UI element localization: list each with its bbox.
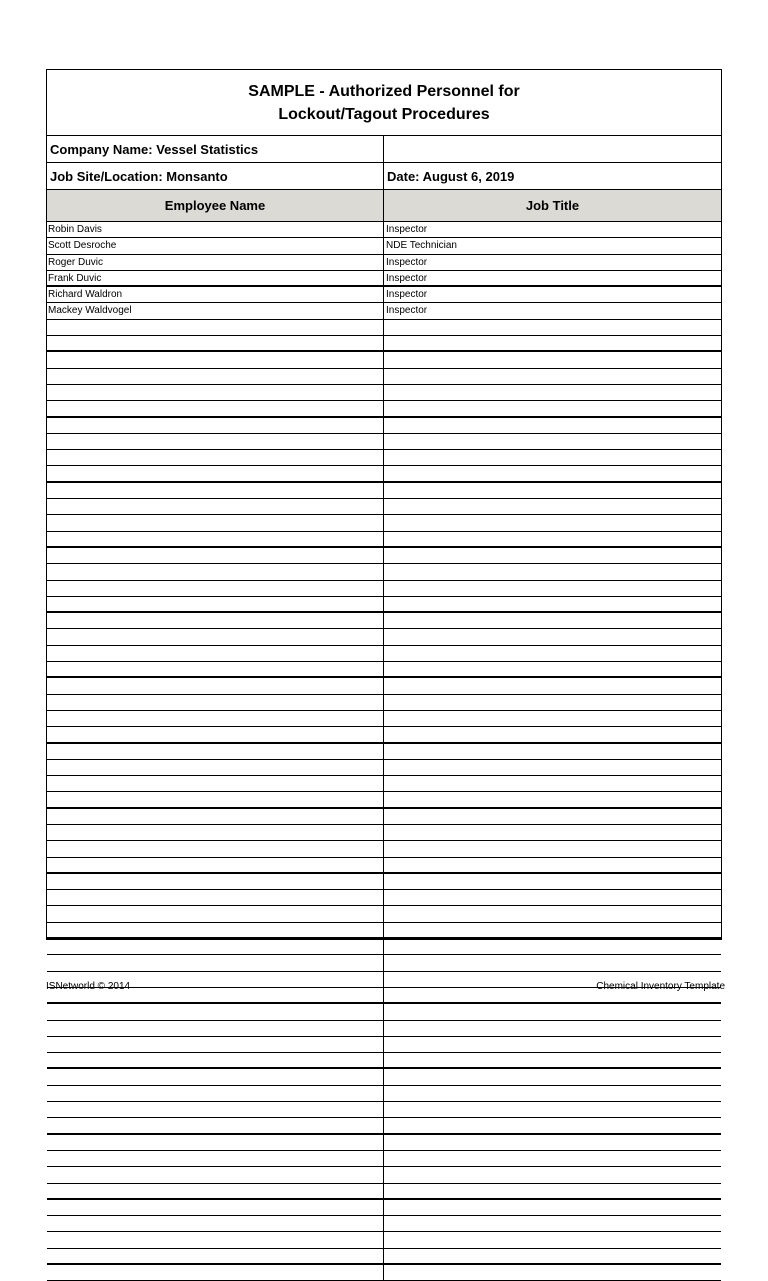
job-title-cell [384, 499, 721, 514]
table-row [47, 483, 721, 499]
employee-name-cell [47, 369, 384, 384]
employee-name-cell [47, 727, 384, 741]
job-title-cell [384, 320, 721, 335]
table-row [47, 776, 721, 792]
employee-name-cell [47, 401, 384, 415]
table-row [47, 662, 721, 678]
employee-name-cell [47, 1102, 384, 1117]
table-row [47, 1216, 721, 1232]
table-row [47, 939, 721, 955]
job-title-cell [384, 792, 721, 806]
job-title-cell [384, 825, 721, 840]
table-row [47, 1053, 721, 1069]
job-title-cell [384, 1167, 721, 1182]
employee-name-cell: Richard Waldron [47, 287, 384, 302]
employee-name-cell: Frank Duvic [47, 271, 384, 285]
job-title-cell [384, 646, 721, 661]
employee-name-cell [47, 1167, 384, 1182]
job-title-cell [384, 939, 721, 954]
employee-name-cell [47, 646, 384, 661]
employee-name-cell [47, 1021, 384, 1036]
table-row [47, 1249, 721, 1265]
employee-name-cell [47, 1200, 384, 1215]
employee-name-cell [47, 825, 384, 840]
job-title-cell [384, 1151, 721, 1166]
employee-name-cell [47, 1118, 384, 1132]
table-row [47, 320, 721, 336]
employee-name-cell [47, 939, 384, 954]
table-header [47, 189, 721, 222]
employee-name-header: Employee Name [47, 190, 384, 221]
job-title-cell [384, 1200, 721, 1215]
employee-name-cell [47, 874, 384, 889]
table-row [47, 401, 721, 417]
table-row [47, 1102, 721, 1118]
employee-name-cell [47, 1135, 384, 1150]
job-title-cell [384, 1216, 721, 1231]
job-title-cell [384, 597, 721, 611]
table-row [47, 955, 721, 971]
employee-name-cell [47, 434, 384, 449]
table-row [47, 287, 721, 303]
employee-name-cell [47, 320, 384, 335]
job-title-cell [384, 1086, 721, 1101]
job-title-cell [384, 369, 721, 384]
employee-name-cell [47, 890, 384, 905]
table-row [47, 874, 721, 890]
employee-name-cell [47, 499, 384, 514]
job-title-cell [384, 1184, 721, 1198]
job-title-cell [384, 678, 721, 693]
job-title-cell [384, 858, 721, 872]
table-row [47, 1135, 721, 1151]
table-row [47, 890, 721, 906]
job-title-cell [384, 711, 721, 726]
table-row [47, 385, 721, 401]
employee-name-cell [47, 515, 384, 530]
job-title-cell [384, 727, 721, 741]
table-row [47, 678, 721, 694]
employee-name-cell [47, 776, 384, 791]
employee-name-cell: Mackey Waldvogel [47, 303, 384, 318]
employee-name-cell [47, 711, 384, 726]
table-row [47, 581, 721, 597]
table-row [47, 1151, 721, 1167]
job-title-cell [384, 1053, 721, 1067]
job-title-cell [384, 955, 721, 970]
employee-name-cell [47, 1184, 384, 1198]
table-row [47, 418, 721, 434]
employee-name-cell [47, 1004, 384, 1019]
job-title-cell [384, 483, 721, 498]
job-title-cell [384, 1021, 721, 1036]
title-line-1: SAMPLE - Authorized Personnel for [248, 83, 520, 100]
table-row [47, 629, 721, 645]
table-row [47, 1021, 721, 1037]
employee-name-cell [47, 792, 384, 806]
job-title-cell [384, 1004, 721, 1019]
job-title-cell [384, 1069, 721, 1084]
employee-name-cell [47, 532, 384, 546]
job-title-cell [384, 613, 721, 628]
employee-name-cell [47, 613, 384, 628]
job-site-location: Job Site/Location: Monsanto [47, 163, 384, 189]
job-title-cell [384, 776, 721, 791]
employee-name-cell [47, 336, 384, 350]
employee-name-cell [47, 548, 384, 563]
employee-name-cell [47, 760, 384, 775]
table-row [47, 858, 721, 874]
table-row [47, 809, 721, 825]
job-title-cell [384, 336, 721, 350]
table-row [47, 222, 721, 238]
table-row [47, 841, 721, 857]
footer-template-name: Chemical Inventory Template [596, 981, 725, 992]
employee-name-cell [47, 483, 384, 498]
form-title [47, 70, 721, 136]
table-row [47, 1265, 721, 1281]
table-row [47, 1004, 721, 1020]
employee-name-cell [47, 385, 384, 400]
job-title-cell: Inspector [386, 289, 428, 301]
employee-name-cell [47, 466, 384, 480]
job-title-cell: Inspector [386, 224, 428, 235]
employee-name-cell: Scott Desroche [47, 238, 384, 253]
job-title-cell [384, 352, 721, 367]
employee-name-cell [47, 1086, 384, 1101]
job-title-cell [384, 434, 721, 449]
table-row [47, 1200, 721, 1216]
job-title-cell [384, 760, 721, 775]
company-row [47, 136, 721, 163]
company-name: Company Name: Vessel Statistics [47, 136, 384, 162]
table-row [47, 548, 721, 564]
employee-name-cell [47, 629, 384, 644]
personnel-table-body [47, 222, 721, 1281]
table-row [47, 271, 721, 287]
job-title-cell [384, 401, 721, 415]
table-row [47, 923, 721, 939]
table-row [47, 1086, 721, 1102]
employee-name-cell [47, 906, 384, 921]
job-title-cell [384, 744, 721, 759]
table-row [47, 499, 721, 515]
table-row [47, 744, 721, 760]
employee-name-cell: Roger Duvic [47, 255, 384, 270]
job-title-cell [384, 1249, 721, 1263]
employee-name-cell [47, 858, 384, 872]
table-row [47, 515, 721, 531]
table-row [47, 466, 721, 482]
jobsite-row [47, 163, 721, 189]
employee-name-cell [47, 678, 384, 693]
job-title-cell [384, 695, 721, 710]
company-right-cell [384, 136, 721, 162]
table-row [47, 906, 721, 922]
job-title-cell [384, 841, 721, 856]
job-title-cell [384, 418, 721, 433]
table-row [47, 760, 721, 776]
employee-name-cell [47, 809, 384, 824]
employee-name-cell [47, 695, 384, 710]
job-title-cell: Inspector [386, 272, 428, 284]
job-title-cell [384, 874, 721, 889]
table-row [47, 238, 721, 254]
employee-name-cell [47, 841, 384, 856]
table-row [47, 255, 721, 271]
job-title-cell [384, 532, 721, 546]
job-title-header: Job Title [525, 198, 580, 213]
job-title-cell: Inspector [386, 305, 428, 317]
job-title-cell [384, 1102, 721, 1117]
table-row [47, 532, 721, 548]
table-row [47, 369, 721, 385]
job-title-cell [384, 1118, 721, 1132]
title-line-2: Lockout/Tagout Procedures [278, 106, 490, 123]
table-row [47, 825, 721, 841]
table-row [47, 646, 721, 662]
employee-name-cell [47, 1265, 384, 1280]
job-title-cell [384, 548, 721, 563]
job-title-cell [384, 385, 721, 400]
job-title-cell [384, 450, 721, 465]
table-row [47, 727, 721, 743]
job-title-cell [384, 581, 721, 596]
employee-name-cell [47, 1037, 384, 1052]
table-row [47, 711, 721, 727]
employee-name-cell [47, 1151, 384, 1166]
form-date: Date: August 6, 2019 [387, 169, 515, 184]
table-row [47, 434, 721, 450]
job-title-cell [384, 662, 721, 676]
employee-name-cell [47, 581, 384, 596]
employee-name-cell [47, 662, 384, 676]
table-row [47, 450, 721, 466]
employee-name-cell [47, 923, 384, 937]
employee-name-cell [47, 564, 384, 579]
table-row [47, 1167, 721, 1183]
job-title-cell [384, 629, 721, 644]
employee-name-cell [47, 1069, 384, 1084]
employee-name-cell [47, 597, 384, 611]
table-row [47, 1184, 721, 1200]
table-row [47, 1118, 721, 1134]
job-title-cell [384, 1135, 721, 1150]
footer-copyright: ISNetworld © 2014 [46, 981, 131, 992]
employee-name-cell [47, 418, 384, 433]
table-row [47, 695, 721, 711]
employee-name-cell [47, 955, 384, 970]
table-row [47, 792, 721, 808]
table-row [47, 1069, 721, 1085]
lockout-tagout-form [46, 69, 722, 940]
job-title-cell [384, 890, 721, 905]
job-title-cell [384, 1037, 721, 1052]
table-row [47, 1037, 721, 1053]
job-title-cell: Inspector [386, 256, 428, 268]
employee-name-cell: Robin Davis [47, 222, 384, 237]
table-row [47, 352, 721, 368]
table-row [47, 303, 721, 319]
job-title-cell: NDE Technician [386, 240, 457, 252]
job-title-cell [384, 906, 721, 921]
job-title-cell [384, 515, 721, 530]
job-title-cell [384, 923, 721, 937]
employee-name-cell [47, 1216, 384, 1231]
job-title-cell [384, 466, 721, 480]
table-row [47, 613, 721, 629]
job-title-cell [384, 809, 721, 824]
table-row [47, 564, 721, 580]
employee-name-cell [47, 744, 384, 759]
job-title-cell [384, 564, 721, 579]
employee-name-cell [47, 1232, 384, 1247]
table-row [47, 597, 721, 613]
job-title-cell [384, 1232, 721, 1247]
employee-name-cell [47, 1249, 384, 1263]
employee-name-cell [47, 450, 384, 465]
job-title-cell [384, 1265, 721, 1280]
employee-name-cell [47, 1053, 384, 1067]
table-row [47, 336, 721, 352]
employee-name-cell [47, 352, 384, 367]
table-row [47, 1232, 721, 1248]
